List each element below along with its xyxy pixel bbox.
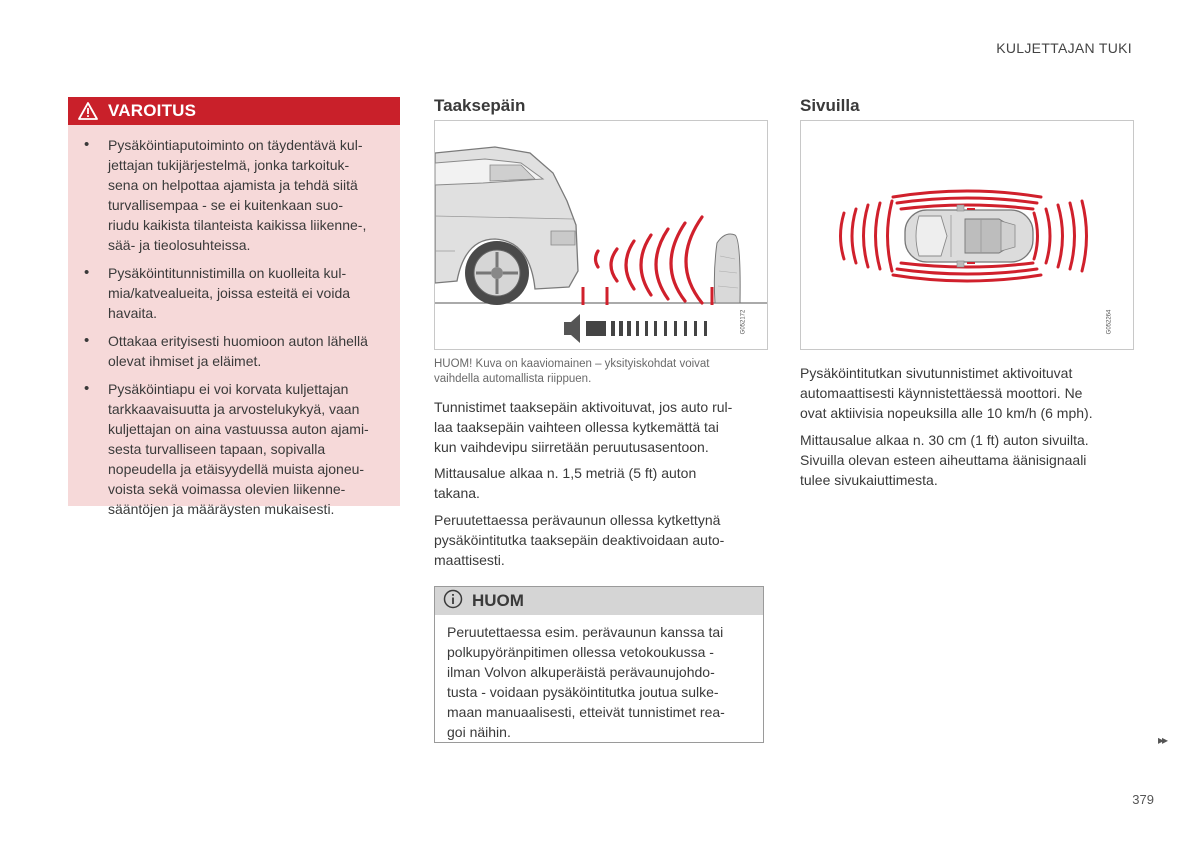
figure-code: G052264	[1106, 309, 1113, 335]
rear-heading: Taaksepäin	[434, 96, 526, 115]
warning-item: • Pysäköintiapu ei voi korvata kuljettajan tarkkaavaisuutta ja arvostelukykyä, vaan kuljettajan on aina vastuussa auton ajami- sesta turvalliseen tapaan, sopivalla nopeudella ja etäisyydellä muista ajoneu- voista sekä voimassa olevien liikenne- sääntöjen ja määräysten mukaisesti.	[82, 379, 386, 519]
chapter-title: KULJETTAJAN TUKI	[996, 40, 1132, 56]
rear-sensor-diagram	[435, 121, 767, 349]
note-title: HUOM	[472, 591, 524, 610]
warning-item: • Pysäköintitunnistimilla on kuolleita kul- mia/katvealueita, joissa esteitä ei voida havaita.	[82, 263, 386, 323]
warning-item: • Ottakaa erityisesti huomioon auton lähellä olevat ihmiset ja eläimet.	[82, 331, 386, 371]
side-heading: Sivuilla	[800, 96, 860, 115]
note-header	[435, 587, 763, 615]
rear-paragraph: Tunnistimet taaksepäin aktivoituvat, jos auto rul- laa taaksepäin vaihteen ollessa kytkemättä tai kun vaihdevipu siirretään peruutusasentoon.	[434, 399, 733, 455]
figure-caption: HUOM! Kuva on kaaviomainen – yksityiskohdat voivat vaihdella automallista riippuen.	[434, 358, 710, 385]
side-sensor-illustration	[800, 120, 1134, 350]
warning-list	[68, 125, 400, 519]
warning-triangle-icon	[78, 102, 98, 120]
warning-header	[68, 97, 400, 125]
continue-marker: ▸▸	[1157, 733, 1166, 747]
rear-paragraph: Mittausalue alkaa n. 1,5 metriä (5 ft) auton takana.	[434, 465, 697, 501]
note-body: Peruutettaessa esim. perävaunun kanssa tai polkupyöränpitimen ollessa vetokoukussa - ilman Volvon alkuperäistä perävaunujohdo- tusta - voidaan pysäköintitutka joutua sulke- maan manuaalisesti, etteivät tunnistimet rea- goi näihin.	[447, 624, 725, 740]
note-box	[434, 586, 764, 743]
warning-title: VAROITUS	[108, 101, 197, 120]
side-paragraph: Pysäköintitutkan sivutunnistimet aktivoituvat automaattisesti käynnistettäessä moottori. Ne ovat aktiivisia nopeuksilla alle 10 km/h (6 mph).	[800, 365, 1093, 421]
rear-sensor-illustration	[434, 120, 768, 350]
page-number: 379	[1132, 792, 1154, 807]
side-paragraph: Mittausalue alkaa n. 30 cm (1 ft) auton sivuilta. Sivuilla olevan esteen aiheuttama äänisignaali tulee sivukaiuttimesta.	[800, 432, 1089, 488]
side-sensor-diagram	[801, 121, 1133, 349]
warning-box	[68, 97, 400, 517]
warning-item: • Pysäköintiaputoiminto on täydentävä kul- jettajan tukijärjestelmä, jonka tarkoituk- sena on helpottaa ajamista ja tehdä siitä turvallisempaa - se ei kuitenkaan suo- riudu kaikista tilanteista kaikissa liikenne-, sää- ja tieolosuhteissa.	[82, 135, 386, 255]
info-circle-icon	[443, 589, 463, 614]
rear-paragraph: Peruutettaessa perävaunun ollessa kytkettynä pysäköintitutka taaksepäin deaktivoidaan auto- maattisesti.	[434, 512, 725, 568]
speaker-icon	[564, 314, 580, 343]
figure-code: G052172	[740, 309, 747, 335]
